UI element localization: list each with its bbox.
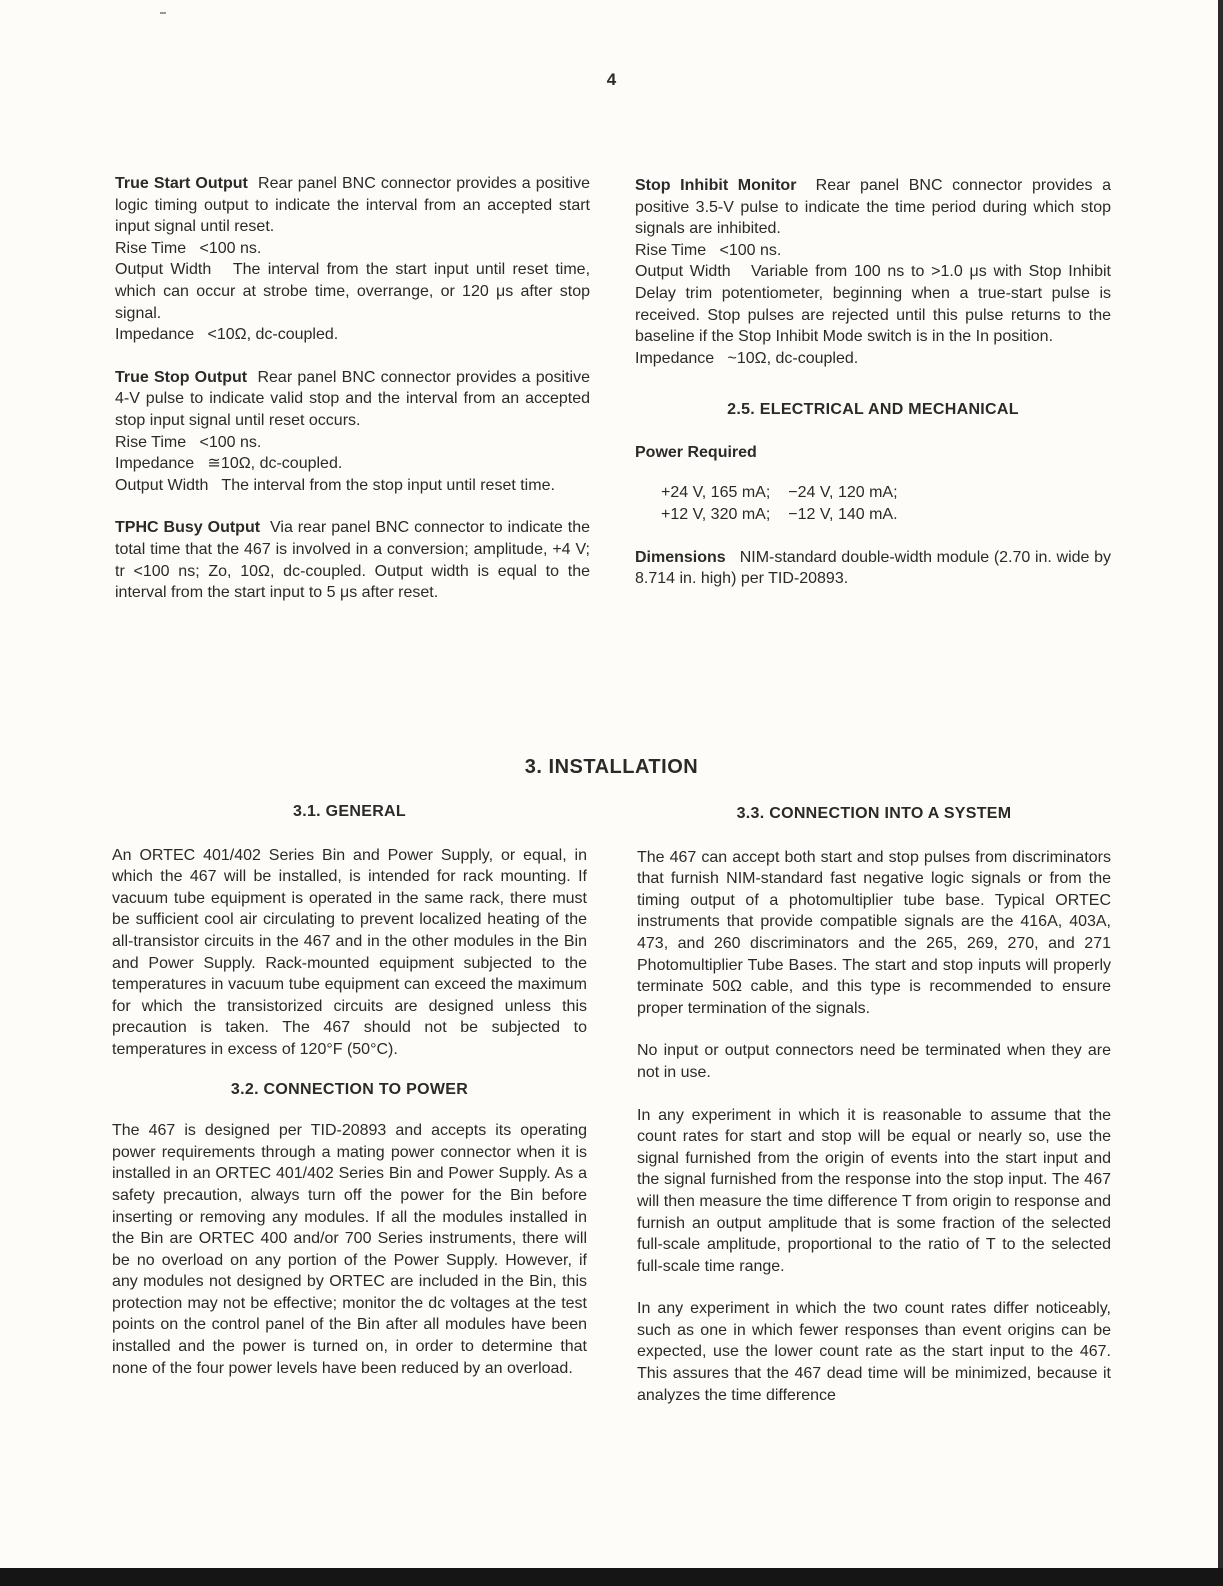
power-row: +24 V, 165 mA; −24 V, 120 mA; <box>661 483 898 501</box>
stop-inhibit-width: Output Width Variable from 100 ns to >1.0 μs with Stop Inhibit Delay trim potentiometer, beginning when a true-start pulse is received. Stop pulses are rejected until this pulse returns to the baseline if the Stop Inhibit Mode switch is in the In position. <box>635 263 1112 346</box>
scan-edge-right <box>1218 0 1223 1586</box>
dimensions-label: Dimensions <box>635 548 726 566</box>
true-start-width: Output Width The interval from the start input until reset time, which can occur at strobe time, overrange, or 120 μs after stop signal. <box>115 261 591 322</box>
true-start-rise: Rise Time <100 ns. <box>115 239 262 257</box>
general-heading: 3.1. GENERAL <box>293 803 406 820</box>
tphc-busy-title: TPHC Busy Output <box>115 519 261 537</box>
installation-heading: 3. INSTALLATION <box>524 756 699 778</box>
stop-inhibit-paragraph <box>635 175 1111 240</box>
power-heading: 3.2. CONNECTION TO POWER <box>230 1080 469 1098</box>
stop-inhibit-body: Rear panel BNC connector provides a positive 3.5-V pulse to indicate the time period during which stop signals are inhibited. <box>635 177 1111 238</box>
stop-inhibit-rise: Rise Time <100 ns. <box>635 241 782 259</box>
true-start-body: Rear panel BNC connector provides a positive logic timing output to indicate the interval from an accepted start input signal until reset. <box>115 175 591 236</box>
dimensions-value: NIM-standard double-width module (2.70 in. wide by 8.714 in. high) per TID-20893. <box>635 548 1112 588</box>
true-start-impedance: Impedance <10Ω, dc-coupled. <box>115 326 339 344</box>
electrical-heading: 2.5. ELECTRICAL AND MECHANICAL <box>727 401 1019 419</box>
dimensions-paragraph <box>635 547 1111 590</box>
true-stop-body: Rear panel BNC connector provides a positive 4-V pulse to indicate valid stop and the interval from an accepted stop input signal until reset occurs. <box>115 368 591 429</box>
true-stop-paragraph <box>115 367 590 432</box>
system-heading: 3.3. CONNECTION INTO A SYSTEM <box>736 805 1012 822</box>
system-paragraph-1: The 467 can accept both start and stop pulses from discriminators that furnish NIM-standard fast negative logic signals or from the timing output of a photomultiplier tube base. Typical ORTEC instruments that provide compatible signals are the 416A, 403A, 473, and 260 discriminators and the 265, 269, 270, and 271 Photomultiplier Tube Bases. The start and stop inputs will properly terminate 50Ω cable, and this type is recommended to ensure proper termination of the signals. <box>637 848 1111 1017</box>
power-table <box>661 482 916 526</box>
tphc-busy-paragraph <box>115 517 590 603</box>
tphc-busy-body: Via rear panel BNC connector to indicate the total time that the 467 is involved in a conversion; amplitude, +4 V; tr <100 ns; Zo, 10Ω, dc-coupled. Output width is equal to the interval from the start input to 5 μs after reset. <box>115 519 591 602</box>
scan-mark <box>160 12 166 14</box>
true-stop-title: True Stop Output <box>115 368 248 386</box>
system-paragraph-2: No input or output connectors need be terminated when they are not in use. <box>637 1042 1111 1081</box>
system-paragraph-4: In any experiment in which the two count rates differ noticeably, such as one in which fewer responses than event origins can be expected, use the lower count rate as the start input to the 467. This assures that the 467 dead time will be minimized, because it analyzes the time difference <box>637 1300 1111 1404</box>
power-body: The 467 is designed per TID-20893 and accepts its operating power requirements through a mating power connector when it is installed in an ORTEC 401/402 Series Bin and Power Supply. As a safety precaution, always turn off the power for the Bin before inserting or removing any modules. If all the modules installed in the Bin are ORTEC 400 and/or 700 Series instruments, there will be no overload on any portion of the Power Supply. However, if any modules not designed by ORTEC are included in the Bin, this protection may not be effective; monitor the dc voltages at the test points on the control panel of the Bin after all modules have been installed and the power is turned on, in order to determine that none of the four power levels have been reduced by an overload. <box>112 1122 587 1377</box>
right-bottom-column <box>637 803 1111 1406</box>
true-stop-rise: Rise Time <100 ns. <box>115 433 262 451</box>
stop-inhibit-impedance: Impedance ~10Ω, dc-coupled. <box>635 349 859 367</box>
true-start-title: True Start Output <box>115 175 248 192</box>
true-stop-width: Output Width The interval from the stop input until reset time. <box>115 476 555 494</box>
right-top-column <box>635 175 1111 590</box>
system-paragraph-3: In any experiment in which it is reasonable to assume that the count rates for start and stop will be equal or nearly so, use the signal furnished from the origin of events into the start input and the signal furnished from the response into the stop input. The 467 will then measure the time difference T from origin to response and furnish an output amplitude that is some fraction of the selected full-scale amplitude, proportional to the ratio of T to the selected full-scale time range. <box>637 1106 1111 1275</box>
left-top-column <box>115 173 590 604</box>
true-stop-impedance: Impedance ≅10Ω, dc-coupled. <box>115 455 343 473</box>
general-body: An ORTEC 401/402 Series Bin and Power Supply, or equal, in which the 467 will be installed, is intended for rack mounting. If vacuum tube equipment is operated in the same rack, there must be sufficient cool air circulating to prevent localized heating of the all-transistor circuits in the 467 and in the other modules in the Bin and Power Supply. Rack-mounted equipment subjected to the temperatures in vacuum tube equipment can exceed the maximum for which the transistorized circuits are designed unless this precaution is taken. The 467 should not be subjected to temperatures in excess of 120°F (50°C). <box>112 846 587 1058</box>
scan-edge-bottom <box>0 1568 1223 1586</box>
power-row: +12 V, 320 mA; −12 V, 140 mA. <box>661 505 898 523</box>
stop-inhibit-title: Stop Inhibit Monitor <box>635 177 797 194</box>
page-number: 4 <box>606 70 617 89</box>
power-required-label: Power Required <box>635 443 757 461</box>
true-start-paragraph <box>115 173 590 238</box>
left-bottom-column <box>112 801 587 1379</box>
